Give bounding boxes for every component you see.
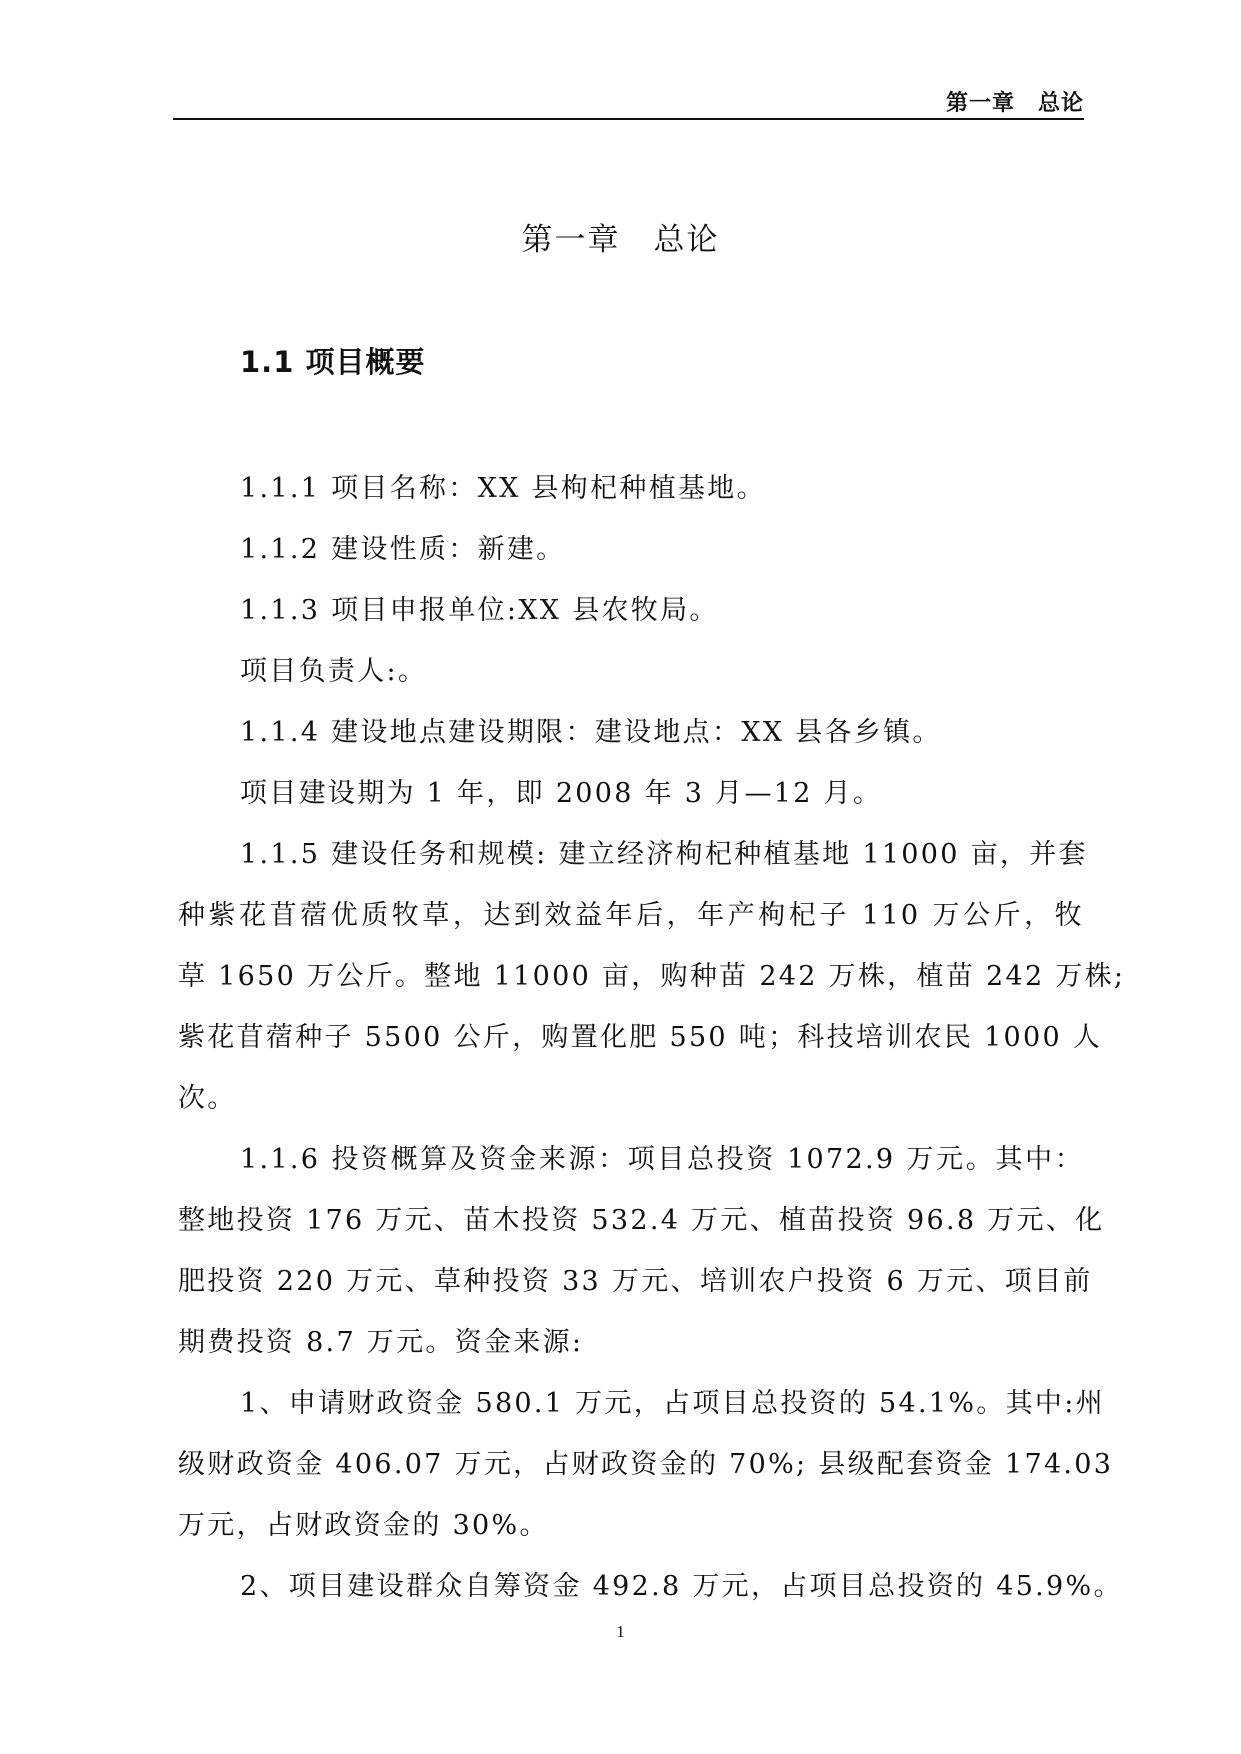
- paragraph-line: 期费投资 8.7 万元。资金来源:: [178, 1327, 584, 1358]
- paragraph-line: 次。: [178, 1083, 237, 1114]
- paragraph-line: 1.1.2 建设性质：新建。: [240, 534, 566, 565]
- paragraph-line: 2、项目建设群众自筹资金 492.8 万元，占项目总投资的 45.9%。: [240, 1571, 1123, 1602]
- paragraph-line: 草 1650 万公斤。整地 11000 亩，购种苗 242 万株，植苗 242 万株;: [178, 961, 1126, 992]
- body-text: [178, 458, 1126, 1617]
- paragraph-line: 整地投资 176 万元、苗木投资 532.4 万元、植苗投资 96.8 万元、化: [178, 1205, 1105, 1236]
- paragraph-line: 紫花苜蓿种子 5500 公斤，购置化肥 550 吨；科技培训农民 1000 人: [178, 1022, 1103, 1053]
- paragraph-line: 种紫花苜蓿优质牧草，达到效益年后，年产枸杞子 110 万公斤，牧: [178, 900, 1084, 931]
- paragraph-line: 项目建设期为 1 年，即 2008 年 3 月—12 月。: [240, 778, 883, 809]
- paragraph-line: 1.1.4 建设地点建设期限：建设地点：XX 县各乡镇。: [240, 717, 942, 748]
- paragraph-line: 万元，占财政资金的 30%。: [178, 1510, 549, 1541]
- paragraph-line: 肥投资 220 万元、草种投资 33 万元、培训农户投资 6 万元、项目前: [178, 1266, 1093, 1297]
- paragraph-line: 1.1.1 项目名称：XX 县枸杞种植基地。: [240, 473, 766, 504]
- paragraph-line: 1.1.5 建设任务和规模: 建立经济枸杞种植基地 11000 亩，并套: [240, 839, 1088, 870]
- page-number: 1: [616, 1622, 625, 1641]
- paragraph-line: 1.1.6 投资概算及资金来源：项目总投资 1072.9 万元。其中：: [240, 1144, 1084, 1175]
- running-header: 第一章 总论: [945, 91, 1084, 116]
- paragraph-line: 级财政资金 406.07 万元，占财政资金的 70%; 县级配套资金 174.03: [178, 1449, 1114, 1480]
- paragraph-line: 1、申请财政资金 580.1 万元，占项目总投资的 54.1%。其中:州: [240, 1388, 1105, 1419]
- chapter-title: 第一章 总论: [521, 222, 720, 258]
- paragraph-line: 项目负责人:。: [240, 656, 428, 687]
- section-title: 1.1 项目概要: [240, 345, 426, 379]
- header-rule: [173, 118, 1084, 120]
- paragraph-line: 1.1.3 项目申报单位:XX 县农牧局。: [240, 595, 719, 626]
